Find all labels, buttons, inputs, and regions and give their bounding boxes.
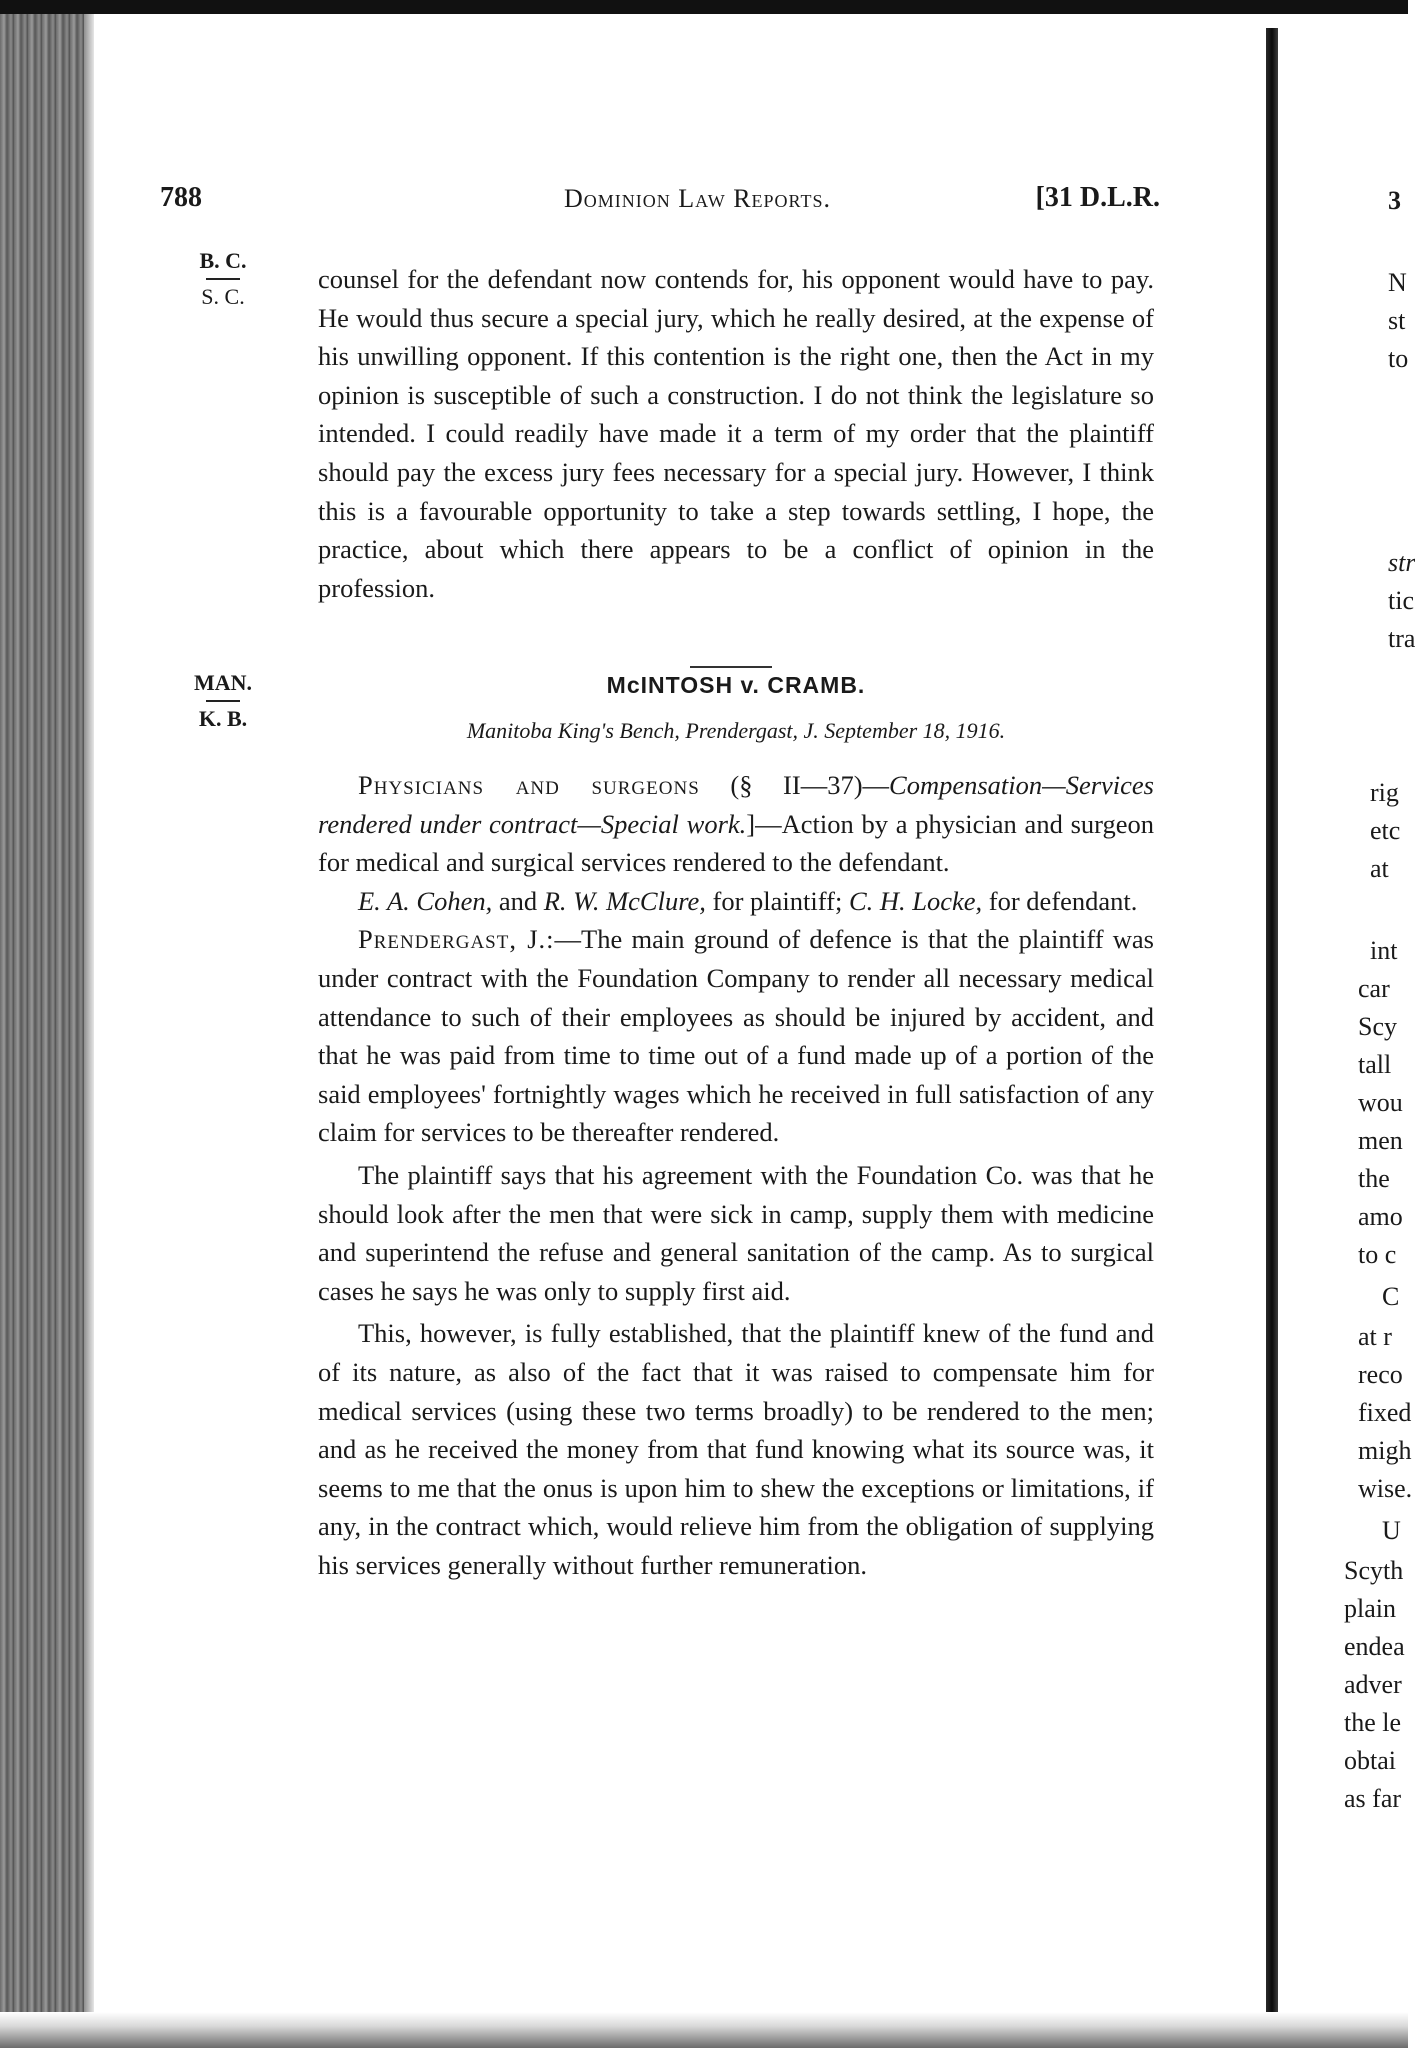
facing-fragment: N — [1388, 268, 1407, 297]
facing-fragment: car — [1358, 974, 1390, 1003]
facing-fragment: at r — [1358, 1322, 1392, 1351]
facing-fragment: etc — [1370, 816, 1401, 845]
facing-fragment: adver — [1344, 1670, 1402, 1699]
facing-fragment: rig — [1370, 778, 1399, 807]
facing-fragment: the — [1358, 1164, 1390, 1193]
facing-fragment: C — [1382, 1282, 1400, 1311]
counsel-for-defendant: for defendant. — [982, 885, 1138, 916]
facing-fragment: to — [1388, 344, 1409, 373]
margin-note-bottom: K. B. — [198, 706, 248, 731]
margin-note-top: B. C. — [199, 248, 247, 273]
facing-fragment: Scyth — [1344, 1556, 1404, 1585]
judgment-paragraph-3: This, however, is fully established, that the plaintiff knew of the fund and of its nature, as also of the fact that it was raised to compensate him for medical services (using these two terms broadly) to be rendered to the men; and as he received the money from that fund knowing what its source was, it seems to me that the onus is upon him to shew the exceptions or limitations, if any, in the contract which, would relieve him from the obligation of supplying his services generally without further remuneration. — [318, 1318, 1154, 1580]
facing-fragment: men — [1358, 1126, 1403, 1155]
volume-reference: [31 D.L.R. — [1035, 182, 1160, 213]
facing-page-edge — [1278, 0, 1415, 2048]
margin-note-man-kb — [188, 670, 258, 732]
headnote — [318, 766, 1154, 882]
facing-fragment: int — [1370, 936, 1398, 965]
headnote-section: (§ II—37)— — [699, 770, 890, 800]
facing-fragment: the le — [1344, 1708, 1402, 1737]
counsel-plaintiff-2: R. W. McClure, — [543, 885, 706, 916]
facing-fragment: migh — [1358, 1436, 1412, 1465]
facing-fragment: U — [1382, 1516, 1401, 1545]
facing-fragment: tic — [1388, 586, 1414, 615]
margin-note-top: MAN. — [193, 670, 253, 695]
facing-fragment: fixed — [1358, 1398, 1412, 1427]
headnote-rest: ]—Action by a physician and surgeon for medical and surgical services rendered to the defendant. — [318, 808, 1154, 878]
court-line: Manitoba King's Bench, Prendergast, J. September 18, 1916. — [466, 718, 1006, 743]
facing-fragment: wise. — [1358, 1474, 1413, 1503]
opening-paragraph-block — [318, 260, 1154, 607]
facing-fragment: endea — [1344, 1632, 1405, 1661]
facing-fragment: tra — [1388, 624, 1415, 653]
counsel-plaintiff-1: E. A. Cohen, — [358, 885, 493, 916]
facing-fragment: plain — [1344, 1594, 1396, 1623]
facing-fragment: str — [1388, 548, 1415, 577]
judgment-first-text: —The main ground of defence is that the plaintiff was under contract with the Foundation Company to render all necessary medical attendance to such of their employees as should be injured by accident, and that he was paid from time to time out of a fund made up of a portion of the said employees' fortnightly wages which he received in full satisfaction of any claim for services to be thereafter rendered. — [318, 924, 1154, 1148]
facing-fragment: to c — [1358, 1240, 1397, 1269]
facing-fragment: tall — [1358, 1050, 1392, 1079]
headnote-topic: Physicians and surgeons — [358, 770, 700, 800]
margin-note-bc-sc — [188, 248, 258, 310]
facing-fragment: as far — [1344, 1784, 1402, 1813]
running-title: Dominion Law Reports. — [564, 184, 831, 213]
judge-name: Prendergast, J.: — [358, 924, 555, 955]
page-number: 788 — [160, 182, 202, 213]
page-header — [160, 182, 1160, 222]
facing-fragment: 3 — [1388, 186, 1401, 215]
facing-fragment: reco — [1358, 1360, 1403, 1389]
judgment-paragraph-2: The plaintiff says that his agreement with the Foundation Co. was that he should look after the men that were sick in camp, supply them with medicine and superintend the refuse and general sanitation of the camp. As to surgical cases he says he was only to supply first aid. — [318, 1159, 1154, 1306]
facing-fragment: st — [1388, 306, 1406, 335]
margin-note-rule — [206, 700, 240, 702]
judgment-paragraph-1 — [318, 920, 1154, 1152]
opening-paragraph: counsel for the defendant now contends for, his opponent would have to pay. He would thus secure a special jury, which he really desired, at the expense of his unwilling opponent. If this contention is the right one, then the Act in my opinion is susceptible of such a construction. I do not think the legislature so intended. I could readily have made it a term of my order that the plaintiff should pay the excess jury fees necessary for a special jury. However, I think this is a favourable opportunity to take a step towards settling, I hope, the practice, about which there appears to be a conflict of opinion in the profession. — [318, 264, 1154, 603]
facing-fragment: wou — [1358, 1088, 1403, 1117]
facing-fragment: amo — [1358, 1202, 1403, 1231]
headnote-italic: Compensation—Services rendered under contract—Special work. — [318, 770, 1154, 839]
case-body — [318, 766, 1154, 1584]
book-gutter — [1266, 28, 1278, 2018]
scan-bottom-shadow — [0, 2012, 1408, 2048]
counsel-and: and — [492, 885, 544, 916]
counsel-for-plaintiff: for plaintiff; — [705, 885, 849, 916]
facing-fragment: obtai — [1344, 1746, 1396, 1775]
margin-note-bottom: S. C. — [201, 284, 245, 309]
counsel-defendant: C. H. Locke, — [848, 885, 983, 916]
case-title: McINTOSH v. CRAMB. — [606, 672, 866, 698]
counsel-line — [318, 882, 1154, 921]
margin-note-rule — [206, 278, 240, 280]
facing-fragment: Scy — [1358, 1012, 1397, 1041]
facing-fragment: at — [1370, 854, 1389, 883]
case-separator-rule — [690, 666, 772, 668]
